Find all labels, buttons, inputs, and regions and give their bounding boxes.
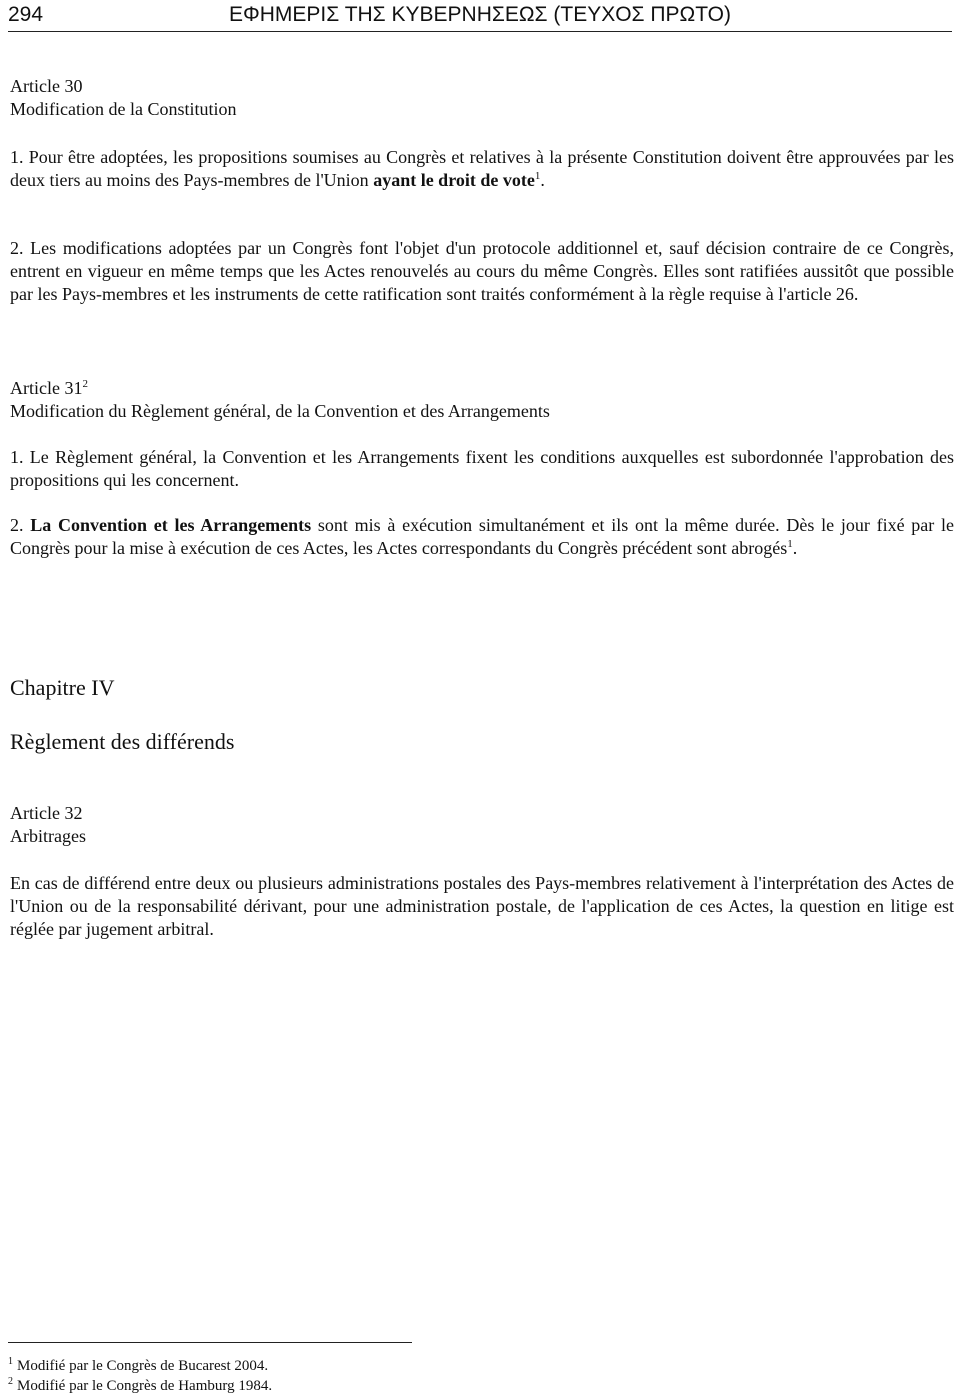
running-title: ΕΦΗΜΕΡΙΣ ΤΗΣ ΚΥΒΕΡΝΗΣΕΩΣ (ΤΕΥΧΟΣ ΠΡΩΤΟ) <box>228 3 732 26</box>
chapter-title: Chapitre IV <box>10 675 115 700</box>
page-header <box>8 3 952 32</box>
footnote-1-mark: 1 <box>8 1356 13 1367</box>
chapter-subtitle: Règlement des différends <box>10 729 235 754</box>
article-31-subheading: Modification du Règlement général, de la Convention et des Arrangements <box>10 401 550 421</box>
footnote-2 <box>8 1377 272 1395</box>
footnote-ref-2: 2 <box>82 378 88 390</box>
article-31-p2-end: . <box>792 538 798 558</box>
article-30-p1-bold: ayant le droit de vote <box>373 170 535 190</box>
article-31-heading <box>10 377 954 400</box>
article-30-subheading: Modification de la Constitution <box>10 99 237 119</box>
article-30-heading: Article 30 <box>10 76 83 96</box>
footnote-1 <box>8 1357 268 1375</box>
article-30-paragraph-2 <box>10 237 954 306</box>
footnote-2-text: Modifié par le Congrès de Hamburg 1984. <box>17 1378 273 1394</box>
footnote-1-text: Modifié par le Congrès de Bucarest 2004. <box>17 1358 269 1374</box>
article-30-paragraph-1 <box>10 146 954 192</box>
article-31-heading-block <box>10 377 954 423</box>
article-31-paragraph-1 <box>10 446 954 492</box>
article-31-p1-text: 1. Le Règlement général, la Convention et les Arrangements fixent les conditions auxquelles est subordonnée l'approbation des propositions qui les concernent. <box>10 447 954 490</box>
article-30-p2-text: 2. Les modifications adoptées par un Congrès font l'objet d'un protocole additionnel et, sauf décision contraire de ce Congrès, entrent en vigueur en même temps que les Actes renouvelés au cours du même Congrès. Elles sont ratifiées aussitôt que possible par les Pays-membres et les instruments de cette ratification sont traités conformément à la règle requise à l'article 26. <box>10 238 954 304</box>
article-30-p1-text: 1. Pour être adoptées, les propositions soumises au Congrès et relatives à la présente Constitution doivent être approuvées par les deux tiers au moins des Pays-membres de l'Union <box>10 147 954 190</box>
article-32-body <box>10 872 954 941</box>
article-31-paragraph-2 <box>10 514 954 560</box>
footnote-2-mark: 2 <box>8 1376 13 1387</box>
article-30-heading-block <box>10 75 954 121</box>
article-32-heading: Article 32 <box>10 803 83 823</box>
footnote-ref-1: 1 <box>534 170 541 182</box>
article-31-p2-num: 2. <box>10 515 31 535</box>
article-32-body-text: En cas de différend entre deux ou plusieurs administrations postales des Pays-membres relativement à l'interprétation des Actes de l'Union ou de la responsabilité dérivant, pour une administration postale, de l'application de ces Actes, la question en litige est réglée par jugement arbitral. <box>10 873 954 939</box>
article-32-heading-block <box>10 802 954 848</box>
article-31-p2-text: sont mis à exécution simultanément et ils ont la même durée. Dès le jour fixé par le Congrès pour la mise à exécution de ces Actes, les Actes correspondants du Congrès précédent sont abrogés <box>10 515 955 558</box>
article-30-p1-end: . <box>540 170 545 190</box>
article-31-p2-bold: La Convention et les Arrangements <box>30 515 312 535</box>
footnote-ref-1b: 1 <box>787 538 793 550</box>
article-31-heading-text: Article 31 <box>10 378 83 398</box>
footnote-separator <box>8 1342 412 1343</box>
page-number: 294 <box>8 3 44 26</box>
article-32-subheading: Arbitrages <box>10 826 86 846</box>
